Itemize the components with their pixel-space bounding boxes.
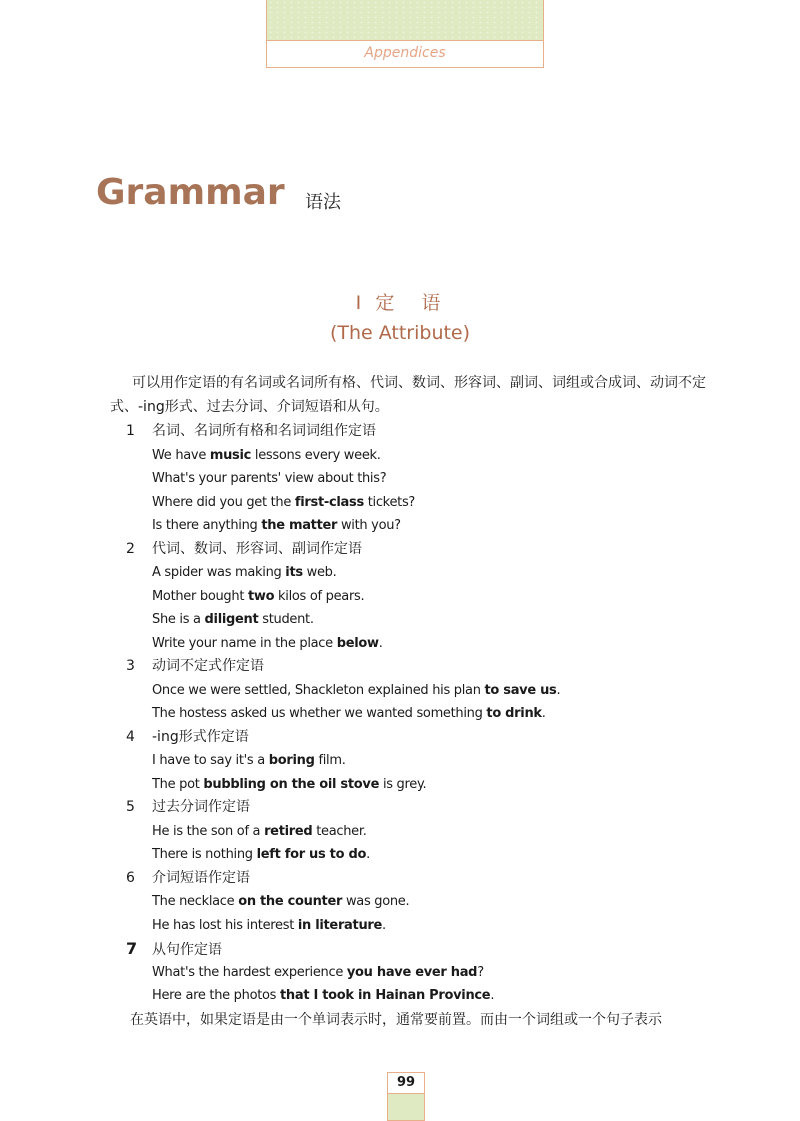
item-heading bbox=[126, 867, 726, 891]
item-heading bbox=[126, 538, 726, 562]
closing-paragraph: 在英语中，如果定语是由一个单词表示时，通常要前置。而由一个词组或一个句子表示 bbox=[130, 1012, 662, 1028]
example-sentence: The necklace on the counter was gone. bbox=[152, 894, 410, 909]
attribute-highlight: to drink bbox=[486, 706, 542, 721]
example-sentence: The hostess asked us whether we wanted something to drink. bbox=[152, 706, 546, 721]
attribute-highlight: boring bbox=[268, 753, 315, 768]
example-sentence: We have music lessons every week. bbox=[152, 447, 381, 463]
attribute-highlight: the matter bbox=[261, 518, 338, 533]
attribute-highlight: to save us bbox=[484, 682, 557, 698]
item-heading-text: 名词、名词所有格和名词词组作定语 bbox=[152, 423, 376, 439]
page-title-zh: 语法 bbox=[305, 192, 341, 213]
example-sentence: He has lost his interest in literature. bbox=[152, 917, 386, 933]
attribute-highlight: diligent bbox=[204, 612, 259, 627]
attribute-highlight: first-class bbox=[294, 494, 364, 510]
section-heading-en: (The Attribute) bbox=[329, 322, 471, 344]
example-sentence: A spider was making its web. bbox=[152, 565, 337, 580]
item-number: 7 bbox=[126, 939, 138, 958]
page-number-box bbox=[387, 1072, 425, 1121]
item-heading-text: 从句作定语 bbox=[152, 942, 222, 958]
item-heading-text: 动词不定式作定语 bbox=[152, 658, 264, 674]
example-sentence: She is a diligent student. bbox=[152, 612, 314, 627]
example-sentence: Once we were settled, Shackleton explained his plan to save us. bbox=[152, 682, 561, 698]
item-heading bbox=[126, 796, 726, 820]
item-number: 2 bbox=[126, 540, 135, 557]
attribute-highlight: retired bbox=[264, 823, 313, 839]
item-heading-text: 介词短语作定语 bbox=[152, 869, 250, 886]
example-sentence: What's the hardest experience you have ever had? bbox=[152, 964, 484, 980]
page-number: 99 bbox=[388, 1073, 424, 1094]
example-sentence: What's your parents' view about this? bbox=[152, 471, 387, 486]
example-sentence: Write your name in the place below. bbox=[152, 635, 383, 651]
attribute-highlight: music bbox=[209, 447, 252, 463]
page-title: Grammar bbox=[96, 172, 285, 213]
item-heading-text: -ing形式作定语 bbox=[152, 728, 249, 745]
intro-paragraph: 可以用作定语的有名词或名词所有格、代词、数词、形容词、副词、词组或合成词、动词不定式、-ing形式、过去分词、介词短语和从句。 bbox=[110, 375, 706, 415]
attribute-highlight: that I took in Hainan Province bbox=[280, 988, 491, 1003]
item-number: 6 bbox=[126, 869, 135, 886]
header-label: Appendices bbox=[364, 45, 446, 61]
attribute-highlight: bubbling on the oil stove bbox=[203, 776, 380, 792]
example-sentence: The pot bubbling on the oil stove is grey. bbox=[152, 776, 427, 792]
header-decor-band bbox=[267, 0, 543, 41]
header-box bbox=[266, 0, 544, 68]
item-heading bbox=[126, 655, 726, 679]
attribute-highlight: on the counter bbox=[238, 894, 343, 909]
example-sentence: Where did you get the first-class tickets? bbox=[152, 494, 416, 510]
attribute-highlight: left for us to do bbox=[256, 847, 367, 862]
section-heading: I 定 语 bbox=[355, 292, 445, 314]
item-heading bbox=[126, 726, 726, 750]
example-sentence: There is nothing left for us to do. bbox=[152, 847, 370, 862]
attribute-highlight: below bbox=[336, 635, 379, 651]
item-heading bbox=[126, 937, 726, 961]
item-heading-text: 过去分词作定语 bbox=[152, 799, 250, 815]
item-number: 5 bbox=[126, 799, 135, 815]
example-sentence: Here are the photos that I took in Hainan Province. bbox=[152, 988, 495, 1003]
item-heading-text: 代词、数词、形容词、副词作定语 bbox=[152, 540, 362, 557]
example-sentence: Is there anything the matter with you? bbox=[152, 518, 401, 533]
item-number: 4 bbox=[126, 728, 135, 745]
item-list bbox=[126, 420, 726, 1008]
attribute-highlight: in literature bbox=[297, 917, 383, 933]
example-sentence: Mother bought two kilos of pears. bbox=[152, 588, 365, 604]
item-number: 3 bbox=[126, 658, 135, 674]
attribute-highlight: its bbox=[285, 565, 303, 580]
example-sentence: I have to say it's a boring film. bbox=[152, 753, 346, 768]
item-number: 1 bbox=[126, 423, 135, 439]
attribute-highlight: two bbox=[247, 588, 275, 604]
example-sentence: He is the son of a retired teacher. bbox=[152, 823, 367, 839]
item-heading bbox=[126, 420, 726, 444]
attribute-highlight: you have ever had bbox=[346, 964, 478, 980]
